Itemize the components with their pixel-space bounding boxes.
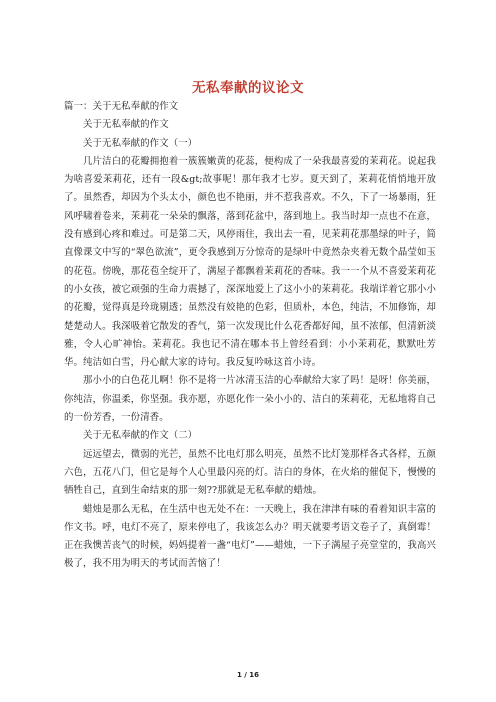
document-title: 无私奉献的议论文 [192, 80, 304, 96]
section-2-paragraph-1: 远远望去，微弱的光芒，虽然不比电灯那么明亮，虽然不比灯笼那样各式各样，五颜六色，五花八门，但它是每个人心里最闪亮的灯。洁白的身体，在火焰的催促下，慢慢的牺牲自己，直到生命结束的那一刻??那就是无私奉献的蜡烛。 [64, 448, 436, 497]
section-2-paragraph-2: 蜡烛是那么无私，在生活中也无处不在：一天晚上，我在津津有味的看着知识丰富的作文书。呼，电灯不亮了，原来停电了，我该怎么办？明天就要考语文卷子了，真倒霉！正在我懊苦丧气的时候，妈妈提着一盏“电灯”——蜡烛，一下子满屋子亮堂堂的，我高兴极了，我不用为明天的考试而苦恼了！ [64, 503, 436, 570]
document-body [64, 98, 436, 574]
section-1-paragraph-2: 那小小的白色花儿啊！你不是将一片冰清玉洁的心奉献给大家了吗！是呀！你美丽，你纯洁，你温柔，你坚强。我亦愿，亦愿化作一朵小小的、洁白的茉莉花，无私地将自己的一份芳香，一份清香。 [64, 375, 436, 424]
section-1-paragraph-1: 几片洁白的花瓣拥抱着一簇簇嫩黄的花蕊，便构成了一朵我最喜爱的茉莉花。说起我为啥喜爱茉莉花，还有一段&gt;故事呢！那年我才七岁。夏天到了，茉莉花悄悄地开放了。虽然香，却因为个头太小，颜色也不艳丽，并不惹我喜欢。不久，下了一场暴雨，狂风呼啸着卷来，茉莉花一朵朵的飘落，落到花盆中，落到地上。我当时却一点也不在意，没有感到心疼和难过。可是第二天，风停雨住，我出去一看，见茉莉花那墨绿的叶子，简直像课文中写的“翠色欲流”，更令我感到万分惊奇的是绿叶中竟然杂夹着无数个晶莹如玉的花苞。傍晚，那花苞全绽开了，满屋子都飘着茉莉花的香味。我一一个从不喜爱茉莉花的小女孩，被它顽强的生命力震撼了，深深地爱上了这小小的茉莉花。我端详着它那小小的花瓣，觉得真是玲珑剔透；虽然没有姣艳的色彩，但质朴，本色，纯洁，不加修饰，却楚楚动人。我深吸着它散发的香气，第一次发现比什么花香都好闻，虽不浓郁，但清新淡雅，令人心旷神怡。茉莉花。我也记不清在哪本书上曾经看到：小小茉莉花，默默吐芳华。纯洁如白雪，丹心献大家的诗句。我反复吟咏这首小诗。 [64, 155, 436, 369]
section-2-heading: 关于无私奉献的作文（二） [83, 430, 198, 442]
heading-level-1: 篇一：关于无私奉献的作文 [64, 101, 179, 112]
page-number: 1 / 16 [236, 671, 260, 679]
heading-level-2: 关于无私奉献的作文 [83, 119, 169, 131]
section-1-heading: 关于无私奉献的作文（一） [83, 137, 198, 149]
